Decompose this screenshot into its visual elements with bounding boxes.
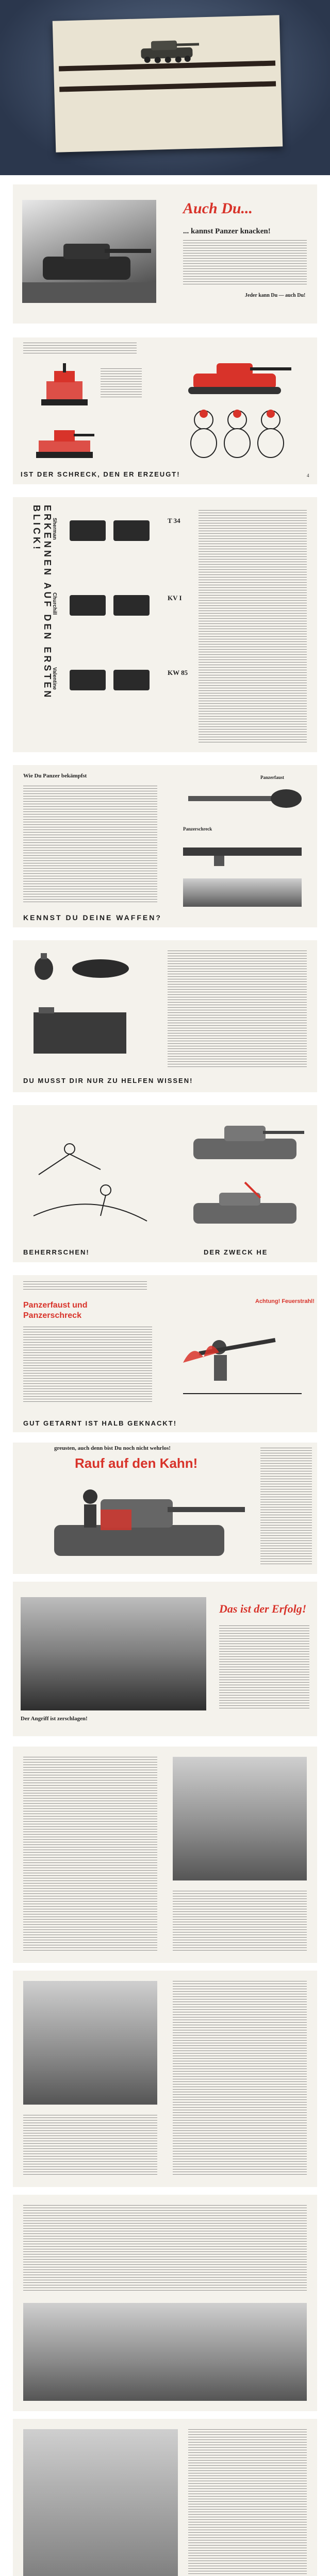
spread-beherrschen <box>0 1097 330 1267</box>
helpers-footer: DU MUSST DIR NUR ZU HELFEN WISSEN! <box>23 1077 193 1084</box>
soldier-climbing-tank-illustration <box>34 1479 250 1571</box>
tank-icon <box>130 27 203 68</box>
spread-panzerfaust <box>0 1267 330 1437</box>
erfolg-caption: Der Angriff ist zerschlagen! <box>21 1716 88 1722</box>
cover-booklet <box>53 15 283 152</box>
soldiers-illustration <box>23 1113 157 1242</box>
weapon-label-2: Panzerschreck <box>183 826 212 832</box>
continuation-text-6 <box>188 2429 307 2576</box>
erfolg-title: Das ist der Erfolg! <box>219 1602 307 1615</box>
section-heading-1: Panzerfaust und <box>23 1301 88 1310</box>
rocket-photo <box>183 878 302 907</box>
tank-silhouette-icon <box>22 200 156 303</box>
continuation-photo-2 <box>23 1981 157 2105</box>
page-subtitle: ... kannst Panzer knacken! <box>183 227 271 235</box>
section-heading-2: Panzerschreck <box>23 1311 81 1320</box>
tank-silhouettes <box>62 510 155 742</box>
erfolg-body-text <box>219 1625 309 1710</box>
spread-erfolg <box>0 1577 330 1741</box>
tank-label-1: Sherman <box>52 518 57 540</box>
continuation-text-3 <box>23 2115 157 2177</box>
continuation-text-2 <box>173 1891 307 1953</box>
body-text-block <box>183 240 307 286</box>
vertical-title: ERKENNEN AUF DEN ERSTEN BLICK! <box>31 505 53 700</box>
weapon-label-1: Panzerfaust <box>260 775 284 780</box>
page-erfolg <box>13 1582 317 1736</box>
tank-sketch-top <box>183 1113 307 1170</box>
tank-label-2: Churchill <box>52 592 57 615</box>
spread-erkennen <box>0 489 330 757</box>
tank-front-diagram <box>34 363 95 410</box>
continuation-text-1 <box>23 1757 157 1953</box>
continuation-page-4 <box>13 2419 317 2576</box>
cover-band <box>0 0 330 175</box>
tank-sketch-bottom <box>183 1177 307 1234</box>
continuation-text-4 <box>173 1981 307 2177</box>
cover-stripe-bottom <box>59 81 276 92</box>
footer-left: BEHERRSCHEN! <box>23 1248 90 1256</box>
tank-description-text <box>199 510 307 744</box>
footer-right: DER ZWECK HE <box>204 1248 268 1256</box>
continuation-photo-3 <box>23 2303 307 2401</box>
tank-label-t34: T 34 <box>168 517 180 524</box>
panzerfaust-icon <box>183 781 307 817</box>
kahn-title: Rauf auf den Kahn! <box>75 1455 198 1471</box>
continuation-photo-4 <box>23 2429 178 2576</box>
page-helfen <box>13 940 317 1092</box>
section-body-text <box>23 1327 152 1404</box>
continuation-page-1 <box>13 1747 317 1963</box>
spread-auch-du <box>0 175 330 330</box>
spread-kahn <box>0 1437 330 1577</box>
spread-schreck <box>0 330 330 489</box>
tank-label-kv1: KV I <box>168 594 182 602</box>
diagram-notes <box>101 368 142 399</box>
tank-photo <box>22 200 156 303</box>
kahn-subtitle: greusten, auch denn bist Du noch nicht wehrlos! <box>54 1445 171 1451</box>
intro-text <box>23 1281 147 1292</box>
panzerschreck-icon <box>183 832 307 873</box>
continuation-text-5 <box>23 2205 307 2293</box>
soldiers-cartoon <box>178 404 296 461</box>
continuation-page-2 <box>13 1971 317 2187</box>
page-title: Auch Du... <box>183 200 253 217</box>
page-auch-du <box>13 184 317 324</box>
battlefield-photo <box>21 1597 206 1710</box>
mine-icon <box>70 956 131 981</box>
spread-waffen <box>0 757 330 933</box>
fire-warning: Achtung! Feuerstrahl! <box>255 1298 315 1304</box>
explosive-charge-icon <box>28 1002 131 1059</box>
tank-label-kw85: KW 85 <box>168 669 188 676</box>
grenade-icon <box>28 951 59 981</box>
page-panzerfaust <box>13 1275 317 1432</box>
page-beherrschen <box>13 1105 317 1262</box>
weapons-footer: KENNST DU DEINE WAFFEN? <box>23 913 162 922</box>
signoff-text: Jeder kann Du — auch Du! <box>245 293 306 298</box>
continuation-pages <box>0 1741 330 2576</box>
page-schreck <box>13 337 317 484</box>
page-footer-slogan: IST DER SCHRECK, DEN ER ERZEUGT! <box>21 470 180 478</box>
page-erkennen <box>13 497 317 752</box>
tank-side-diagram <box>34 420 95 461</box>
continuation-photo-1 <box>173 1757 307 1880</box>
camouflage-footer: GUT GETARNT IST HALB GEKNACKT! <box>23 1419 177 1427</box>
soldier-firing-illustration <box>178 1291 307 1404</box>
page-kahn <box>13 1443 317 1574</box>
intro-text <box>23 343 137 355</box>
helpers-body-text <box>168 951 307 1069</box>
page-waffen <box>13 765 317 927</box>
tank-cartoon <box>178 353 296 397</box>
spread-helfen <box>0 933 330 1097</box>
tank-label-3: Valentine <box>52 667 57 690</box>
weapons-heading: Wie Du Panzer bekämpfst <box>23 773 87 779</box>
weapons-body-text <box>23 786 157 904</box>
kahn-side-text <box>260 1448 312 1566</box>
page-number: 4 <box>307 473 309 478</box>
continuation-page-3 <box>13 2195 317 2411</box>
